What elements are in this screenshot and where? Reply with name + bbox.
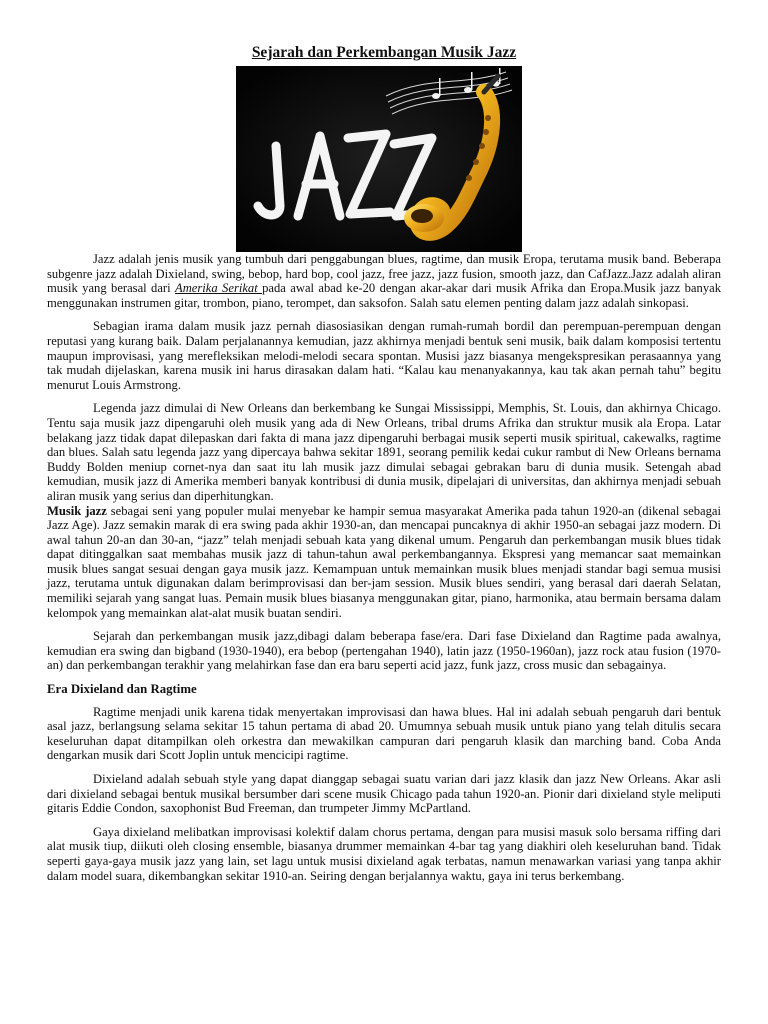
bold-term: Musik jazz: [47, 503, 107, 518]
paragraph-origins: Sebagian irama dalam musik jazz pernah diasosiasikan dengan rumah-rumah bordil dan perempuan-perempuan dengan reputasi yang kurang baik. Dalam perjalanannya kemudian, jazz akhirnya menjadi bentuk seni musik, baik dalam komposisi tertentu maupun improvisasi, yang merefleksikan melodi-melodi secara spontan. Musisi jazz biasanya mengekspresikan perasaannya yang tak mudah dijelaskan, karena musik ini harus dirasakan dalam hati. “Kalau kau menanyakannya, kau tak akan pernah tahu” begitu menurut Louis Armstrong.: [47, 319, 721, 392]
document-title: Sejarah dan Perkembangan Musik Jazz: [251, 44, 517, 61]
paragraph-text: pada awal abad ke-20 dengan akar-akar dari musik Afrika dan Eropa.Musik jazz banyak menggunakan instrumen gitar, trombon, piano, terompet, dan saksofon. Salah satu elemen penting dalam jazz adalah sinkopasi.: [47, 281, 722, 310]
jazz-artwork: [236, 66, 522, 252]
paragraph-text: Jazz adalah jenis musik yang tumbuh dari penggabungan blues, ragtime, dan musik Eropa, terutama musik band. Beberapa subgenre jazz adalah Dixieland, swing, bebop, hard bop, cool jazz, free jazz, jazz fusion, smooth jazz, dan CafJazz.Jazz adalah aliran musik yang berasal dari: [47, 252, 721, 296]
jazz-saxophone-image: [236, 66, 522, 252]
paragraph-text: sebagai seni yang populer mulai menyebar ke hampir semua masyarakat Amerika pada tahun 1920-an (dikenal sebagai Jazz Age). Jazz semakin marak di era swing pada akhir 1930-an, dan mencapai puncaknya di akhir 1950-an sebagai jazz modern. Di awal tahun 20-an dan 30-an, “jazz” telah menjadi sebuah kata yang dikenal umum. Pengaruh dan perkembangan musik blues tidak dapat ditinggalkan saat membahas musik jazz di tahun-tahun awal perkembangannya. Ekspresi yang memancar saat memainkan musik blues sangat sesuai dengan gaya musik jazz. Kemampuan untuk memainkan musik blues menjadi standar bagi semua musisi jazz, terutama untuk digunakan dalam berimprovisasi dan ber-jam session. Musik blues sendiri, yang berasal dari daerah Selatan, memiliki sejarah yang sangat luas. Pemain musik blues biasanya menggunakan gitar, piano, harmonika, atau bermain bersama dalam kelompok yang memainkan alat-alat musik buatan sendiri.: [47, 503, 722, 620]
paragraph-dixieland: Dixieland adalah sebuah style yang dapat dianggap sebagai suatu varian dari jazz klasik dan jazz New Orleans. Akar asli dari dixieland sebagai bentuk musikal bersumber dari scene musik Chicago pada tahun 1920-an. Pionir dari dixieland style meliputi gitaris Eddie Condon, saxophonist Bud Freeman, dan trumpeter Jimmy McPartland.: [47, 772, 721, 816]
link-amerika-serikat[interactable]: Amerika Serikat: [175, 281, 263, 296]
paragraph-ragtime: Ragtime menjadi unik karena tidak menyertakan improvisasi dan hawa blues. Hal ini adalah sebuah pengaruh dari bentuk asal jazz, berlangsung selama sekitar 15 tahun pertama di abad 20. Umumnya sebuah musik untuk piano yang telah ditulis secara keseluruhan dapat ditampilkan oleh orkestra dan mewakilkan campuran dari pengaruh klasik dan marching band. Coba Anda dengarkan musik dari Scott Joplin untuk mencicipi ragtime.: [47, 704, 721, 763]
paragraph-dixieland-style: Gaya dixieland melibatkan improvisasi kolektif dalam chorus pertama, dengan para musisi masuk solo bersama riffing dari alat musik tiup, diikuti oleh closing ensemble, biasanya drummer memainkan 4-bar tag yang diakhiri oleh keseluruhan band. Tidak seperti gaya-gaya musik jazz yang lain, set lagu untuk musisi dixieland agak terbatas, namun menawarkan variasi yang tanpa akhir dalam model suara, dikembangkan sekitar 1910-an. Seiring dengan berjalannya waktu, gaya ini terus berkembang.: [47, 824, 721, 883]
paragraph-legend: Legenda jazz dimulai di New Orleans dan berkembang ke Sungai Mississippi, Memphis, St. Louis, dan akhirnya Chicago. Tentu saja musik jazz dipengaruhi oleh musik yang ada di New Orleans, tribal drums Afrika dan struktur musik ala Eropa. Latar belakang jazz tidak dapat dilepaskan dari fakta di mana jazz dipengaruhi berbagai musik seperti musik spiritual, cakewalks, ragtime dan blues. Salah satu legenda jazz yang dipercaya bahwa sekitar 1891, seorang pemilik kedai cukur rambut di New Orleans bernama Buddy Bolden meniup cornet-nya dan saat itu lah musik jazz dimulai sebagai gebrakan baru di dunia musik. Setengah abad kemudian, musik jazz di Amerika memberi banyak kontribusi di dunia musik, dipelajari di universitas, dan akhirnya menjadi sebuah aliran musik yang serius dan diperhitungkan.: [47, 401, 721, 503]
paragraph-eras: Sejarah dan perkembangan musik jazz,dibagi dalam beberapa fase/era. Dari fase Dixieland dan Ragtime pada awalnya, kemudian era swing dan bigband (1930-1940), era bebop (pertengahan 1940), latin jazz (1950-1960an), jazz rock atau fusion (1970-an) dan perkembangan terakhir yang melahirkan fase dan era baru seperti acid jazz, funk jazz, cross music dan sebagainya.: [47, 629, 721, 673]
section-heading-dixieland: Era Dixieland dan Ragtime: [47, 682, 197, 697]
document-body: [47, 252, 721, 892]
paragraph-intro: [47, 252, 721, 310]
paragraph-popularity: [47, 504, 721, 621]
